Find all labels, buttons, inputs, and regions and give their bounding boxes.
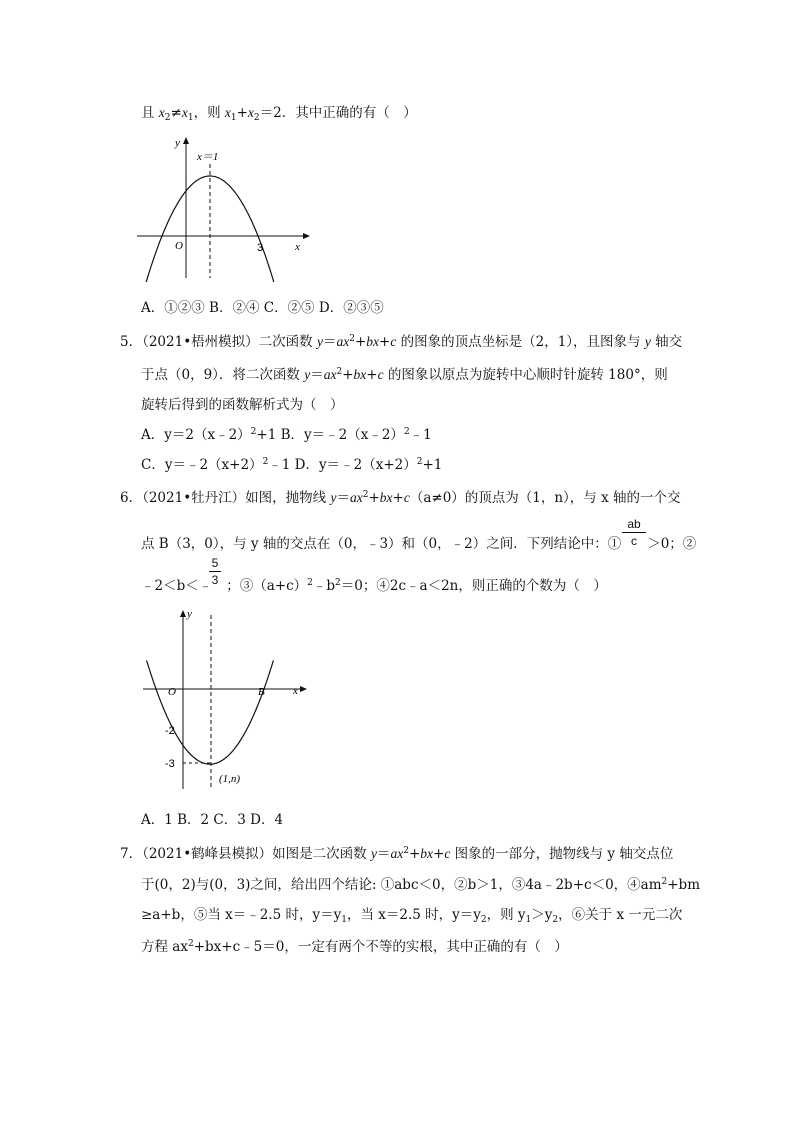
q4-parabola-graph bbox=[135, 132, 315, 282]
q5-line1: 5．（2021•梧州模拟）二次函数 $y=ax^2+bx+c$ 的图象的顶点坐标是（2，1），且图象与 y 轴交 bbox=[120, 334, 683, 350]
tick-minus3: -3 bbox=[165, 758, 175, 770]
parabola-curve bbox=[140, 176, 277, 282]
y-axis-arrow bbox=[180, 610, 186, 617]
origin-label: O bbox=[175, 240, 183, 252]
q5-line2: 于点（0，9）．将二次函数 $y=ax^2+bx+c$ 的图象以原点为旋转中心顺时针旋转 180°，则 bbox=[141, 367, 668, 383]
q7-line2: 于(0，2)与(0，3)之间，给出四个结论: ①abc＜0，②b＞1，③4a﹣2b+c＜0，$④am^2+bm$ bbox=[141, 877, 701, 893]
root-label: 3 bbox=[257, 242, 264, 254]
q7-line4: 方程 $ax^2+bx+c﹣5=0$，一定有两个不等的实根，其中正确的有（ ） bbox=[141, 939, 568, 955]
q7-line1: 7．（2021•鹤峰县模拟）如图是二次函数 $y=ax^2+bx+c$ 图象的一部分，抛物线与 y 轴交点位 bbox=[120, 846, 674, 862]
q6-options: A．1 B．2 C．3 D．4 bbox=[141, 812, 284, 828]
parabola-curve bbox=[147, 660, 274, 764]
q4-options: A．①②③ B．②④ C．②⑤ D．②③⑤ bbox=[141, 300, 384, 316]
y-axis-label: y bbox=[175, 137, 180, 149]
x-axis-arrow bbox=[300, 686, 307, 692]
frac-numerator: ab bbox=[627, 517, 641, 531]
x-axis-arrow bbox=[303, 233, 310, 239]
q6-parabola-graph bbox=[135, 605, 315, 795]
fraction-5-over-3 bbox=[209, 556, 221, 587]
tick-minus2: -2 bbox=[165, 725, 175, 737]
q4-question-tail: 且 $x_2\ne x_1$，则 $x_1+x_2=2$．其中正确的有（ ） bbox=[141, 105, 417, 123]
y-axis-label: y bbox=[187, 608, 192, 620]
fraction-ab-over-c bbox=[622, 517, 646, 548]
q6-line2: 点 B（3，0），与 y 轴的交点在（0，﹣3）和（0，﹣2）之间．下列结论中：① ＞0；② bbox=[141, 536, 697, 552]
q5-line3: 旋转后得到的函数解析式为（ ） bbox=[141, 397, 344, 413]
symmetry-label: x＝1 bbox=[197, 151, 219, 163]
x-axis-label: x bbox=[293, 685, 298, 697]
point-b-label: B bbox=[258, 686, 265, 698]
x-axis-label: x bbox=[295, 241, 300, 253]
q5-options-ab: A．y＝2（x﹣2）$^2$+1 B．y＝﹣2（x﹣2）$^2$﹣1 bbox=[141, 427, 432, 443]
q6-line3: ﹣2＜b＜﹣ ；$③(a+c)^2﹣b^2=0$；④2c﹣a＜2n，则正确的个数为（ ） bbox=[141, 578, 607, 594]
vertex-label: (1,n) bbox=[219, 773, 241, 785]
q7-line3: ≥a+b，⑤当 x＝﹣2.5 时，$y=y_1$，当 x＝2.5 时，$y=y_2$，则 $y_1>y_2$，⑥关于 x 一元二次 bbox=[141, 907, 683, 925]
origin-label: O bbox=[168, 686, 176, 698]
q5-options-cd: C．$y=﹣2(x+2)^2﹣1$ D．$y=﹣2(x+2)^2+1$ bbox=[141, 457, 443, 473]
frac-numerator: 5 bbox=[211, 556, 219, 570]
q6-line1: 6．（2021•牡丹江）如图，抛物线 $y=ax^2+bx+c(a\ne 0)$的顶点为（1，n），与 x 轴的一个交 bbox=[120, 490, 681, 506]
frac-denominator: c bbox=[631, 534, 637, 548]
frac-denominator: 3 bbox=[211, 573, 219, 587]
y-axis-arrow bbox=[183, 137, 189, 144]
